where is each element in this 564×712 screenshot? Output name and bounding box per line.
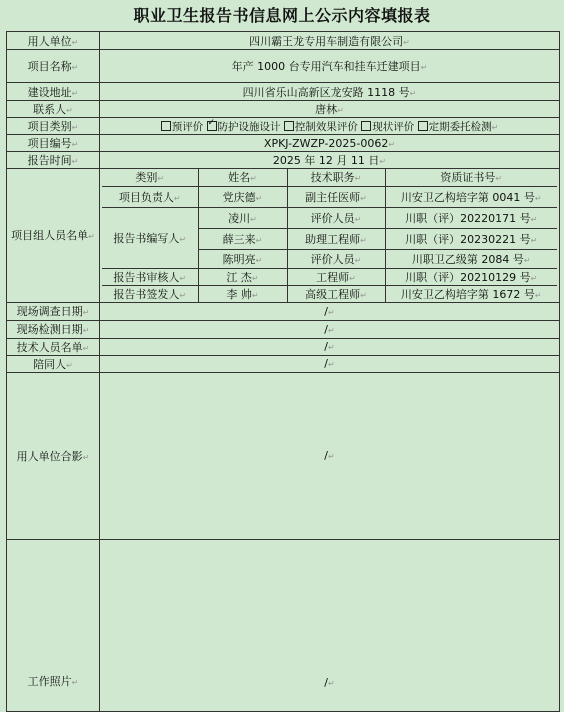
- team-title: 工程师↵: [287, 268, 385, 285]
- team-name: 薛三来↵: [198, 228, 287, 249]
- team-cert: 川职（评）20230221 号↵: [385, 228, 557, 249]
- project-no-value: XPKJ-ZWZP-2025-0062↵: [100, 135, 560, 152]
- work-photo-value: /↵: [100, 539, 560, 711]
- team-name: 凌川↵: [198, 207, 287, 228]
- project-name-value: 年产 1000 台专用汽车和挂车迁建项目↵: [100, 50, 560, 83]
- team-cell: [100, 169, 560, 303]
- category-preassessment[interactable]: 预评价: [161, 121, 204, 133]
- detect-date-value: /↵: [100, 320, 560, 338]
- project-no-label: 项目编号↵: [7, 135, 100, 152]
- project-name-label: 项目名称↵: [7, 50, 100, 83]
- team-title: 高级工程师↵: [287, 285, 385, 302]
- checkbox-icon: [161, 121, 171, 131]
- address-label: 建设地址↵: [7, 83, 100, 101]
- team-header-row: [102, 169, 557, 186]
- team-label: 项目组人员名单↵: [7, 169, 100, 303]
- survey-date-label: 现场调查日期↵: [7, 302, 100, 320]
- team-category: 项目负责人↵: [102, 186, 198, 207]
- group-photo-value: /↵: [100, 372, 560, 539]
- report-time-label: 报告时间↵: [7, 152, 100, 169]
- category-control-effect[interactable]: 控制效果评价: [284, 121, 358, 133]
- employer-value: 四川霸王龙专用车制造有限公司↵: [100, 32, 560, 50]
- team-cert: 川职卫乙级第 2084 号↵: [385, 249, 557, 268]
- team-cert: 川安卫乙构培字第 0041 号↵: [385, 186, 557, 207]
- address-value: 四川省乐山高新区龙安路 1118 号↵: [100, 83, 560, 101]
- team-title: 副主任医师↵: [287, 186, 385, 207]
- table-row: [102, 285, 557, 302]
- table-row: [102, 207, 557, 228]
- team-title: 助理工程师↵: [287, 228, 385, 249]
- checkbox-checked-icon: [207, 121, 217, 131]
- checkbox-icon: [418, 121, 428, 131]
- team-header-name: 姓名↵: [198, 169, 287, 186]
- tech-staff-label: 技术人员名单↵: [7, 338, 100, 355]
- contact-value: 唐林↵: [100, 101, 560, 118]
- team-title: 评价人员↵: [287, 207, 385, 228]
- detect-date-label: 现场检测日期↵: [7, 320, 100, 338]
- team-cert: 川安卫乙构培字第 1672 号↵: [385, 285, 557, 302]
- survey-date-value: /↵: [100, 302, 560, 320]
- team-header-cert: 资质证书号↵: [385, 169, 557, 186]
- team-category: 报告书签发人↵: [102, 285, 198, 302]
- disclosure-form-table: [6, 31, 560, 712]
- category-protection-design[interactable]: ✓ 防护设施设计: [207, 121, 281, 133]
- accompany-value: /↵: [100, 355, 560, 372]
- team-name: 陈明亮↵: [198, 249, 287, 268]
- checkbox-icon: [361, 121, 371, 131]
- category-status-assessment[interactable]: 现状评价: [361, 121, 414, 133]
- group-photo-label: 用人单位合影↵: [7, 372, 100, 539]
- employer-label: 用人单位↵: [7, 32, 100, 50]
- team-header-title: 技术职务↵: [287, 169, 385, 186]
- table-row: [102, 268, 557, 285]
- team-header-category: 类别↵: [102, 169, 198, 186]
- team-name: 江 杰↵: [198, 268, 287, 285]
- team-cert: 川职（评）20210129 号↵: [385, 268, 557, 285]
- checkbox-icon: [284, 121, 294, 131]
- tech-staff-value: /↵: [100, 338, 560, 355]
- table-row: [102, 186, 557, 207]
- form-title: 职业卫生报告书信息网上公示内容填报表: [133, 6, 431, 25]
- team-title: 评价人员↵: [287, 249, 385, 268]
- category-label: 项目类别↵: [7, 118, 100, 135]
- accompany-label: 陪同人↵: [7, 355, 100, 372]
- category-periodic-detection[interactable]: 定期委托检测: [418, 121, 492, 133]
- team-category: 报告书编写人↵: [102, 207, 198, 268]
- contact-label: 联系人↵: [7, 101, 100, 118]
- team-name: 党庆德↵: [198, 186, 287, 207]
- work-photo-label: 工作照片↵: [7, 539, 100, 711]
- team-name: 李 帅↵: [198, 285, 287, 302]
- report-time-value: 2025 年 12 月 11 日↵: [100, 152, 560, 169]
- team-category: 报告书审核人↵: [102, 268, 198, 285]
- category-options: 预评价 ✓ 防护设施设计 控制效果评价 现状评价 定期委托检测↵: [100, 118, 560, 135]
- team-table: [102, 169, 557, 302]
- team-cert: 川职（评）20220171 号↵: [385, 207, 557, 228]
